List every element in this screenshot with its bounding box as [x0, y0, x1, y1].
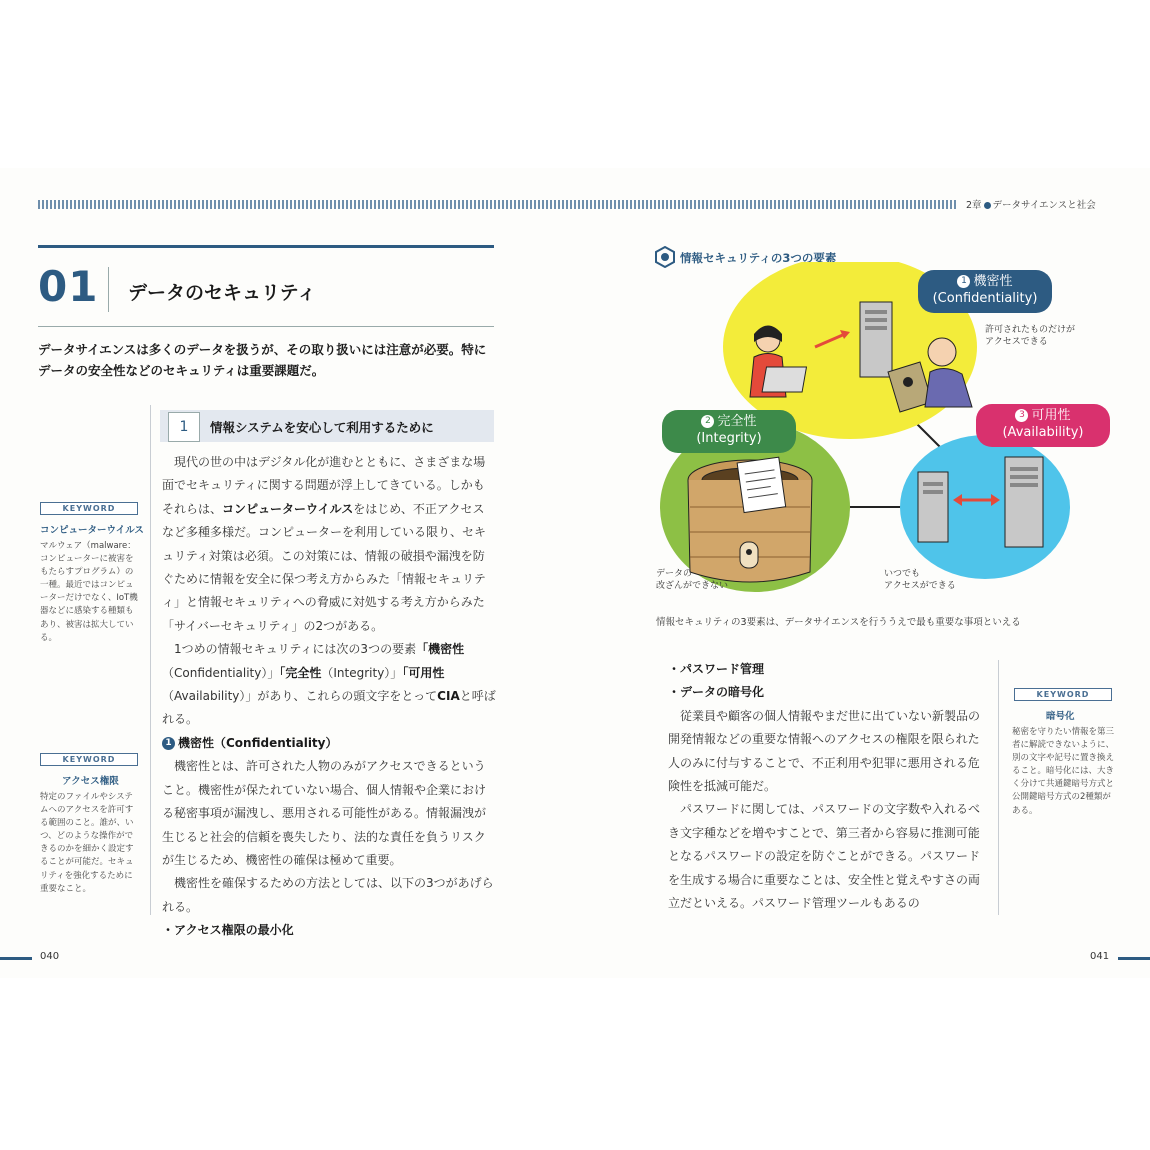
keyword-label: KEYWORD — [40, 502, 138, 515]
item-heading: 1 機密性（Confidentiality） — [162, 732, 496, 755]
bullet-dot-icon — [984, 202, 991, 209]
lead-text: データサイエンスは多くのデータを扱うが、その取り扱いには注意が必要。特に データの安全性などのセキュリティは重要課題だ。 — [38, 342, 487, 378]
number-circle-icon: 2 — [701, 415, 714, 428]
confidentiality-note: 許可されたものだけが アクセスできる — [985, 325, 1076, 347]
availability-badge: 3 可用性 (Availability) — [976, 404, 1110, 447]
keyword-term: アクセス権限 — [62, 776, 119, 787]
integrity-note: データの 改ざんができない — [656, 569, 729, 591]
keyword-label: KEYWORD — [40, 753, 138, 766]
bullet-item: ・パスワード管理 — [668, 662, 765, 676]
column-divider — [998, 660, 999, 915]
number-circle-icon: 1 — [957, 275, 970, 288]
figure-title: 情報セキュリティの3つの要素 — [680, 251, 837, 265]
page-number-rule — [1118, 957, 1150, 960]
right-body-text — [668, 658, 988, 915]
number-circle-icon: 3 — [1015, 409, 1028, 422]
section-title: データのセキュリティ — [128, 282, 317, 304]
integrity-badge: 2 完全性 (Integrity) — [662, 410, 796, 453]
figure-caption: 情報セキュリティの3要素は、データサイエンスを行ううえで最も重要な事項といえる — [656, 617, 1021, 628]
section-divider — [108, 267, 109, 312]
server-icon — [860, 302, 892, 377]
section-top-rule — [38, 245, 494, 248]
page-number: 040 — [40, 951, 60, 962]
tower-icon — [688, 457, 812, 582]
subsection-title: 情報システムを安心して利用するために — [210, 420, 434, 435]
paragraph: パスワードに関しては、パスワードの文字数や入れるべき文字種などを増やすことで、第三者から容易に推測可能となるパスワードの設定を防ぐことができる。パスワードを生成する場合に重要なことは、安全性と覚えやすさの両立だといえる。パスワード管理ツールもあるの — [668, 802, 981, 911]
header-stripes — [38, 200, 956, 209]
bullet-item: ・データの暗号化 — [668, 685, 765, 700]
availability-note: いつでも アクセスができる — [884, 569, 956, 591]
section-bottom-rule — [38, 326, 494, 327]
paragraph: 機密性を確保するための方法としては、以下の3つがあげられる。 — [162, 876, 494, 914]
confidentiality-badge: 1 機密性 (Confidentiality) — [918, 270, 1052, 313]
page-number: 041 — [1090, 951, 1110, 962]
column-divider — [150, 405, 151, 915]
chapter-header: 2章 データサイエンスと社会 — [966, 200, 1096, 211]
number-circle-icon: 1 — [162, 737, 175, 750]
keyword-label: KEYWORD — [1014, 688, 1112, 701]
bullet-item: ・アクセス権限の最小化 — [162, 923, 294, 938]
paragraph: 現代の世の中はデジタル化が進むとともに、さまざまな場面でセキュリティに関する問題が浮上してきている。しかもそれらは、コンピューターウイルスをはじめ、不正アクセスなど多種多様だ。コンピューターを利用している限り、セキュリティ対策は必須。この対策には、情報の破損や漏洩を防ぐために情報を安全に保つ考え方からみた「情報セキュリティ」と情報セキュリティへの脅威に対処する考え方からみた「サイバーセキュリティ」の2つがある。 — [162, 455, 487, 633]
section-number: 01 — [38, 262, 99, 311]
paragraph: 機密性とは、許可された人物のみがアクセスできるということ。機密性が保たれていない場合、個人情報や企業における秘密事項が漏洩し、悪用される可能性がある。情報漏洩が生じると社会的信頼を喪失したり、法的な責任を負うリスクが生じるため、機密性の確保は極めて重要。 — [162, 759, 487, 867]
paragraph: 従業員や顧客の個人情報やまだ世に出ていない新製品の開発情報などの重要な情報へのアクセスの権限を限られた人のみに付与することで、不正利用や犯罪に悪用される危険性を抵減可能だ。 — [668, 708, 981, 794]
page-number-rule — [0, 957, 32, 960]
keyword-description: マルウェア（malware：コンピューターに被害をもたらすプログラム）の一種。最近ではコンピューターだけでなく、IoT機器などに感染する種類もあり、被害は拡大している。 — [40, 541, 138, 643]
subsection-number: 1 — [168, 412, 200, 442]
keyword-term: コンピューターウイルス — [40, 525, 144, 536]
keyword-description: 特定のファイルやシステムへのアクセスを許可する範囲のこと。誰が、いつ、どのような操作ができるのかを細かく設定することが可能だ。セキュリティを強化するために重要なこと。 — [40, 792, 134, 894]
keyword-term: 暗号化 — [1046, 711, 1075, 722]
paragraph: 1つめの情報セキュリティには次の3つの要素「機密性（Confidentiality）」「完全性（Integrity）」「可用性（Availability）」があり、これらの頭文字をとってCIAと呼ばれる。 — [162, 642, 496, 727]
left-body-text — [162, 451, 496, 943]
keyword-description: 秘密を守りたい情報を第三者に解読できないように、別の文字や記号に置き換えること。暗号化には、大きく分けて共通鍵暗号方式と公開鍵暗号方式の2種類がある。 — [1012, 727, 1115, 816]
